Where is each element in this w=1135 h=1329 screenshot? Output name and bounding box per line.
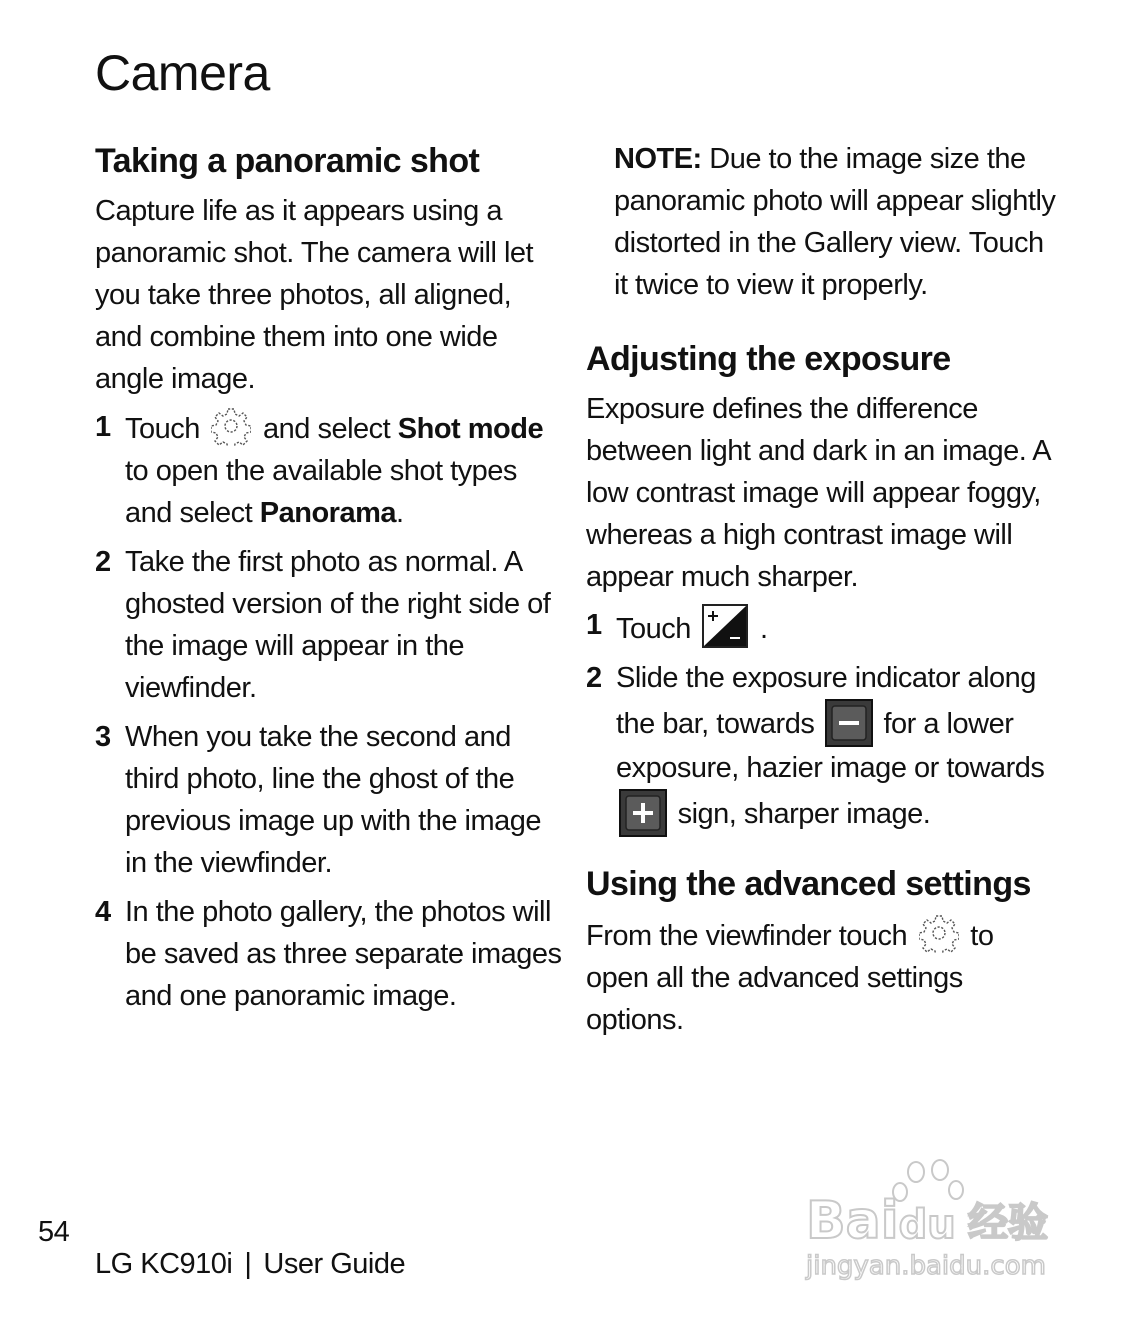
advanced-text — [586, 913, 1056, 1041]
step-text: In the photo gallery, the photos will be saved as three separate images and one panoramic image. — [125, 896, 562, 1012]
step-number: 3 — [95, 721, 112, 753]
step-text: Take the first photo as normal. A ghosted version of the right side of the image will appear in the viewfinder. — [125, 546, 551, 704]
step-1-post: . — [396, 497, 404, 529]
plus-button-icon — [619, 789, 667, 837]
exposure-intro: Exposure defines the difference between light and dark in an image. A low contrast image will appear foggy, whereas a high contrast image will appear much sharper. — [586, 393, 1050, 593]
footer-separator: | — [244, 1248, 252, 1280]
footer-guide-label: User Guide — [263, 1248, 406, 1280]
exposure-step-1 — [586, 604, 1056, 650]
advanced-pre: From the viewfinder touch — [586, 920, 908, 952]
exposure-step-2-part3: sign, sharper image. — [677, 798, 931, 830]
footer-guide — [95, 1248, 405, 1281]
page-number: 54 — [38, 1216, 70, 1248]
note-label: NOTE: — [614, 143, 702, 175]
exposure-step-2 — [586, 657, 1056, 837]
exposure-step-2-part1: Slide the exposure indicator along the bar, towards — [616, 662, 1036, 740]
watermark-url: jingyan.baidu.com — [806, 1251, 1046, 1281]
page-title: Camera — [95, 45, 270, 101]
exposure-heading: Adjusting the exposure — [586, 340, 951, 378]
watermark-brand: Baidu — [806, 1191, 956, 1251]
footer-model: LG KC910i — [95, 1248, 233, 1280]
step-1 — [95, 406, 565, 534]
step-number: 1 — [586, 609, 603, 641]
step-4 — [95, 891, 565, 1017]
note — [614, 138, 1056, 306]
step-3 — [95, 716, 565, 884]
exposure-steps — [586, 604, 1056, 837]
step-number: 4 — [95, 896, 112, 928]
right-column — [586, 138, 1056, 1047]
settings-gear-icon — [919, 913, 959, 953]
minus-button-icon — [825, 699, 873, 747]
step-number: 2 — [95, 546, 112, 578]
exposure-step-2-part2: for a lower exposure, hazier image or towards — [616, 708, 1045, 784]
step-text — [125, 406, 565, 534]
shot-mode-label: Shot mode — [397, 413, 544, 445]
panoramic-heading: Taking a panoramic shot — [95, 142, 480, 180]
left-column — [95, 138, 565, 1024]
advanced-post: to open all the advanced settings options. — [586, 920, 994, 1036]
baidu-jingyan-watermark — [800, 1158, 1070, 1288]
step-1-mid2: to open the available shot types and select — [125, 455, 517, 529]
exposure-step-1-pre: Touch — [616, 613, 691, 645]
panorama-label: Panorama — [259, 497, 396, 529]
step-number: 1 — [95, 411, 112, 443]
step-number: 2 — [586, 662, 603, 694]
step-text: When you take the second and third photo, line the ghost of the previous image up with the image in the viewfinder. — [125, 721, 542, 879]
settings-gear-icon — [211, 406, 251, 446]
panoramic-steps — [95, 406, 565, 1017]
exposure-icon — [702, 604, 748, 648]
step-2 — [95, 541, 565, 709]
advanced-heading: Using the advanced settings — [586, 865, 1031, 903]
note-text: Due to the image size the panoramic photo will appear slightly distorted in the Gallery view. Touch it twice to view it properly. — [614, 143, 1056, 301]
step-1-pre: Touch — [125, 413, 200, 445]
step-1-mid: and select — [263, 413, 391, 445]
step-text — [616, 657, 1056, 837]
exposure-step-1-post: . — [760, 613, 768, 645]
watermark-cn: 经验 — [968, 1200, 1048, 1246]
panoramic-intro: Capture life as it appears using a panoramic shot. The camera will let you take three photos, all aligned, and combine them into one wide angle image. — [95, 195, 534, 395]
step-text — [616, 604, 1056, 650]
